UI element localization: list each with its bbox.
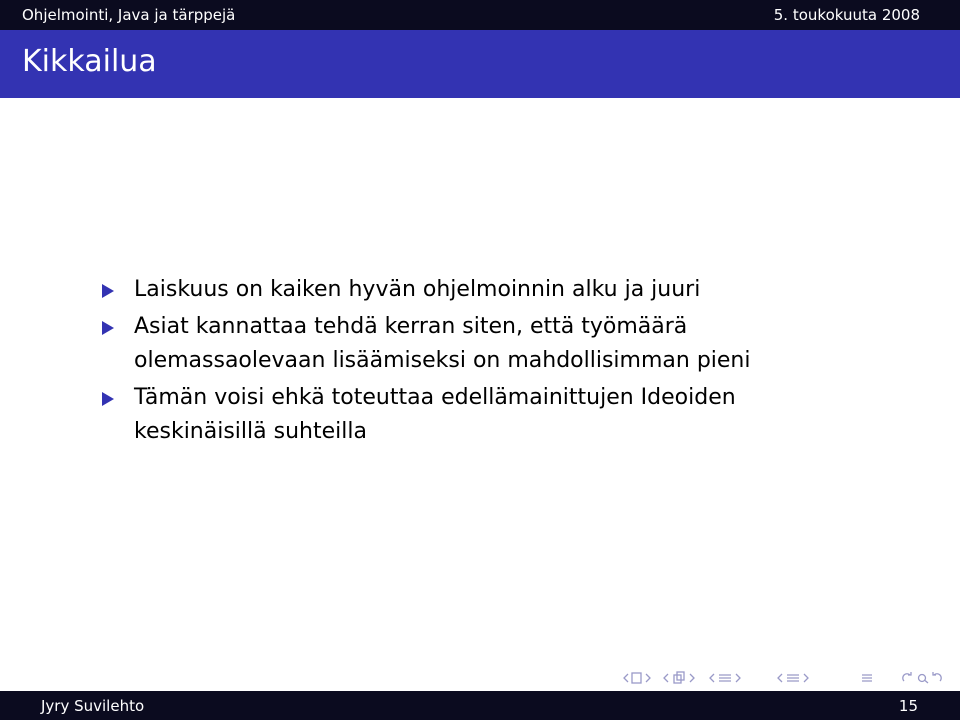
bullet-line: keskinäisillä suhteilla (134, 419, 367, 444)
frame-title-bar (0, 30, 960, 98)
bullet-item (100, 273, 920, 307)
bullet-line: Tämän voisi ehkä toteuttaa edellämainittujen Ideoiden (134, 385, 736, 410)
navigation-symbols-svg (622, 669, 942, 687)
presentation-date: 5. toukokuuta 2008 (773, 6, 920, 24)
bullet-line: olemassaolevaan lisäämiseksi on mahdollisimman pieni (134, 348, 751, 373)
nav-search-icon[interactable] (903, 672, 941, 683)
triangle-bullet-icon (102, 321, 114, 335)
bullet-item (100, 381, 920, 449)
triangle-bullet-icon (102, 284, 114, 298)
nav-align-icon[interactable] (862, 675, 872, 681)
page-number: 15 (898, 697, 918, 715)
bullet-line: Laiskuus on kaiken hyvän ohjelmoinnin alku ja juuri (134, 277, 701, 302)
bullet-list (100, 273, 920, 452)
header-bar (0, 0, 960, 30)
footer-bar (0, 691, 960, 720)
nav-frame-icon[interactable] (624, 673, 650, 683)
navigation-symbols (622, 669, 942, 687)
nav-slide-icon[interactable] (778, 674, 808, 682)
bullet-line: Asiat kannattaa tehdä kerran siten, että työmäärä (134, 314, 688, 339)
triangle-bullet-icon (102, 392, 114, 406)
presentation-title: Ohjelmointi, Java ja tärppejä (22, 6, 236, 24)
author-name: Jyry Suvilehto (41, 697, 145, 715)
slide-title: Kikkailua (22, 44, 157, 79)
bullet-item (100, 310, 920, 378)
nav-section-icon[interactable] (710, 674, 740, 682)
nav-subsection-icon[interactable] (664, 672, 694, 683)
